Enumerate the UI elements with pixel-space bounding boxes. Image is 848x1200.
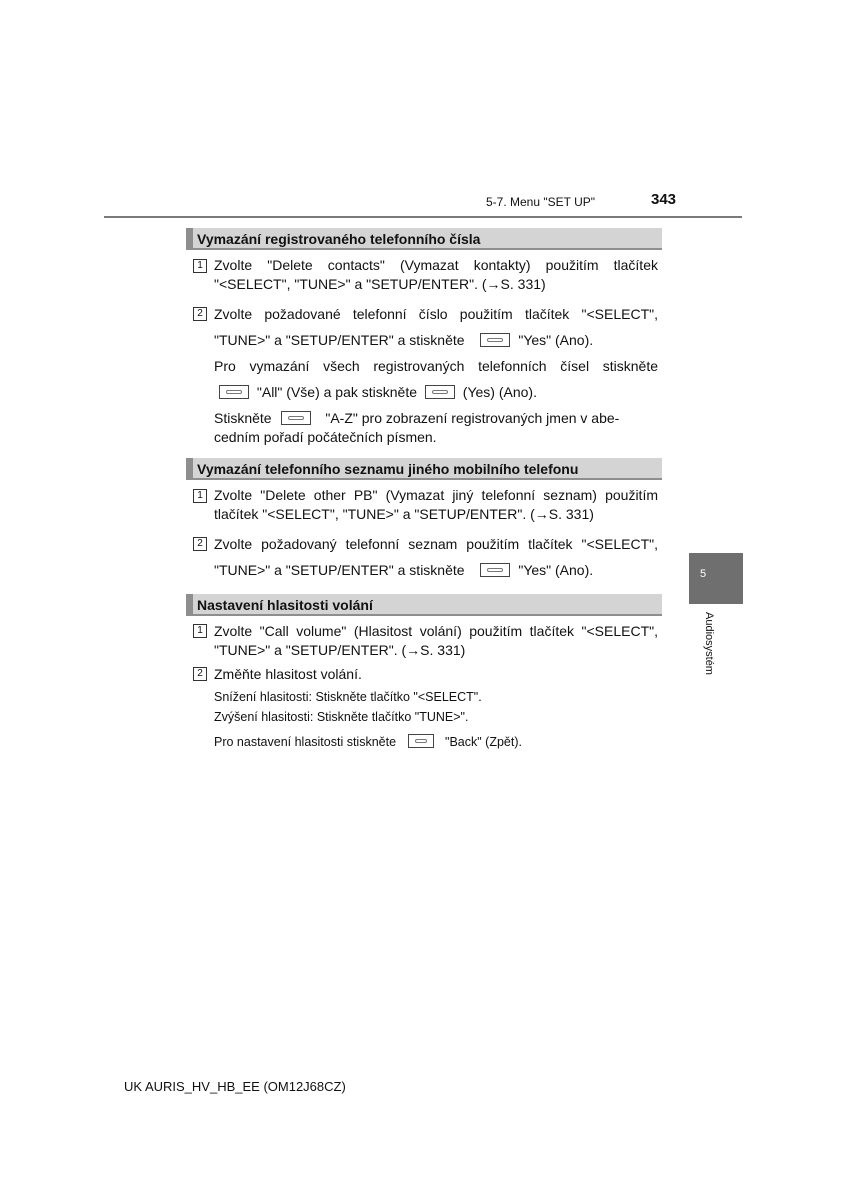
oval-key-button-icon [219, 385, 249, 399]
step-text: "TUNE>" a "SETUP/ENTER" a stiskněte [214, 562, 465, 578]
step-text: Zvolte "Delete other PB" (Vymazat jiný telefonní seznam) použitím [214, 487, 658, 503]
step-note: Pro nastavení hlasitosti stiskněte [214, 735, 397, 749]
step-text: Změňte hlasitost volání. [214, 666, 362, 682]
header-rule [104, 216, 742, 218]
document-code: UK AURIS_HV_HB_EE (OM12J68CZ) [124, 1079, 346, 1094]
step-text: Zvolte požadovaný telefonní seznam použitím tlačítek "<SELECT", [214, 536, 658, 552]
step-number: 1 [193, 489, 207, 503]
step-note: Zvýšení hlasitosti: Stiskněte tlačítko "TUNE>". [214, 710, 469, 724]
step-text-line [214, 331, 658, 349]
step-text: "Yes" (Ano). [518, 562, 594, 578]
step-note-line [214, 733, 658, 751]
step-text: "TUNE>" a "SETUP/ENTER" a stiskněte [214, 332, 465, 348]
step-text-line [214, 383, 658, 401]
oval-key-button-icon [425, 385, 455, 399]
step-text: Stiskněte [214, 410, 272, 426]
step-text-line [214, 409, 658, 427]
step-text: "A-Z" pro zobrazení registrovaných jmen v abe- [325, 410, 620, 426]
page-number: 343 [651, 191, 677, 208]
section-title: Vymazání registrovaného telefonního čísla [197, 231, 481, 247]
step-text: "TUNE>" a "SETUP/ENTER". (→S. 331) [214, 642, 466, 658]
section-header: 5-7. Menu "SET UP" [486, 195, 596, 209]
section-title: Vymazání telefonního seznamu jiného mobilního telefonu [197, 461, 579, 477]
step-number: 1 [193, 624, 207, 638]
step-number: 2 [193, 537, 207, 551]
step-text: "Yes" (Ano). [518, 332, 594, 348]
oval-key-button-icon [480, 333, 510, 347]
oval-key-button-icon [281, 411, 311, 425]
step-text-line [214, 561, 658, 579]
step-number: 1 [193, 259, 207, 273]
oval-key-button-icon [408, 734, 434, 748]
section-heading-delete-number [186, 228, 662, 250]
section-heading-call-volume [186, 594, 662, 616]
step-text: (Yes) (Ano). [462, 384, 537, 400]
chapter-number: 5 [700, 568, 707, 580]
step-note: "Back" (Zpět). [445, 735, 522, 749]
section-heading-delete-other-pb [186, 458, 662, 480]
step-text: Zvolte "Delete contacts" (Vymazat kontakty) použitím tlačítek [214, 257, 658, 273]
heading-accent [186, 228, 193, 248]
step-text: "All" (Vše) a pak stiskněte [256, 384, 418, 400]
heading-accent [186, 458, 193, 478]
oval-key-button-icon [480, 563, 510, 577]
step-number: 2 [193, 307, 207, 321]
step-text: Zvolte požadované telefonní číslo použitím tlačítek "<SELECT", [214, 306, 658, 322]
heading-accent [186, 594, 193, 614]
step-text: Zvolte "Call volume" (Hlasitost volání) použitím tlačítek "<SELECT", [214, 623, 658, 639]
step-text: Pro vymazání všech registrovaných telefonních čísel stiskněte [214, 358, 658, 374]
step-note: Snížení hlasitosti: Stiskněte tlačítko "<SELECT". [214, 690, 482, 704]
step-text: "<SELECT", "TUNE>" a "SETUP/ENTER". (→S. 331) [214, 276, 546, 292]
section-title: Nastavení hlasitosti volání [197, 597, 373, 613]
step-text: cedním pořadí počátečních písmen. [214, 429, 437, 445]
step-text: tlačítek "<SELECT", "TUNE>" a "SETUP/ENTER". (→S. 331) [214, 506, 594, 522]
step-number: 2 [193, 667, 207, 681]
chapter-label: Audiosystém [703, 612, 715, 675]
chapter-tab [689, 553, 743, 604]
